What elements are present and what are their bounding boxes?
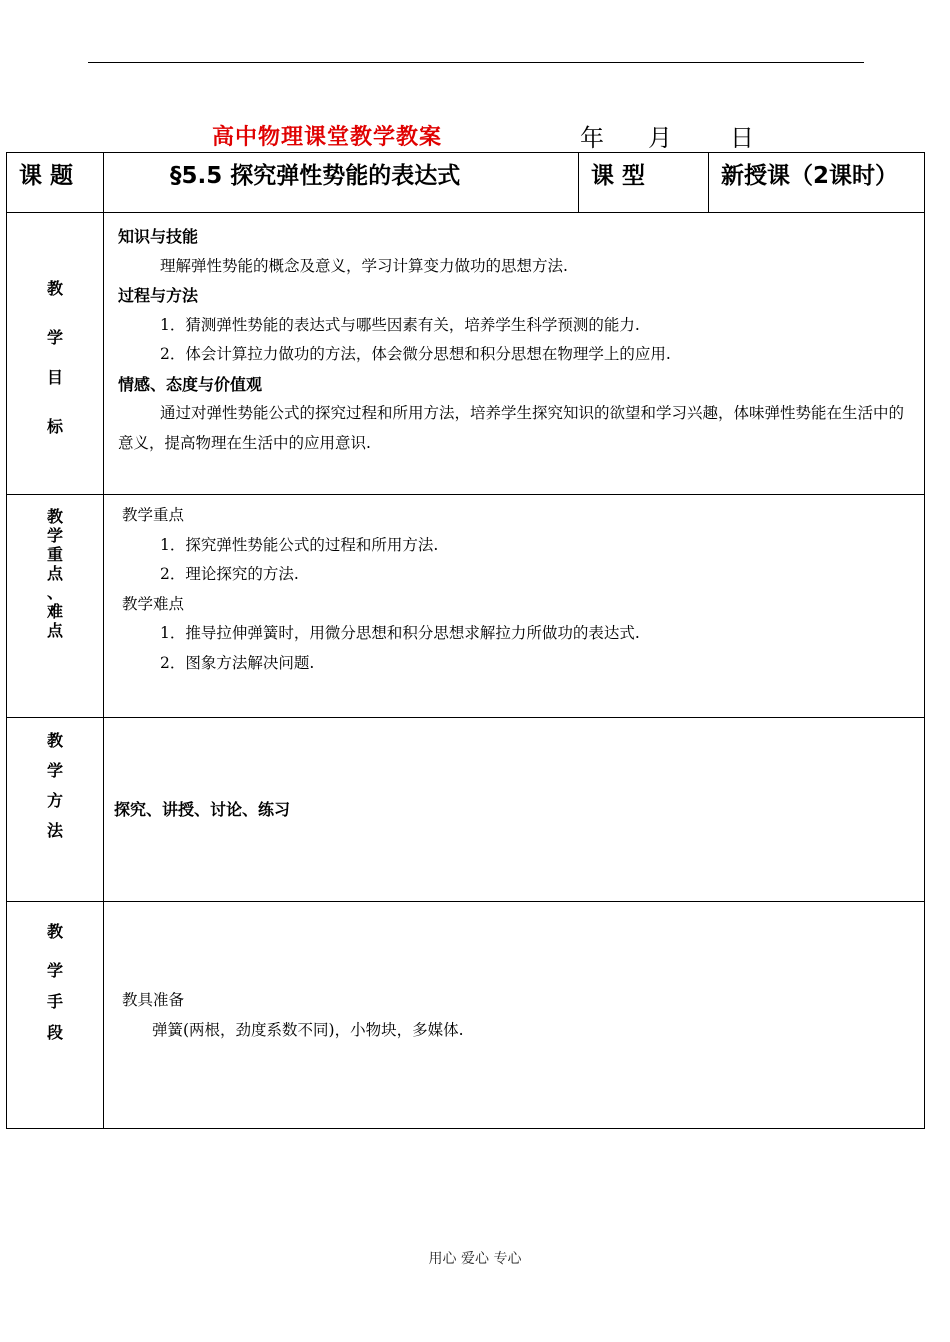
focus-item: 2．理论探究的方法. [160, 565, 299, 583]
header-rule [88, 62, 864, 63]
methods-label: 教 学 方 法 [7, 718, 104, 902]
objectives-item: 理解弹性势能的概念及意义，学习计算变力做功的思想方法. [160, 256, 568, 275]
page-footer: 用心 爱心 专心 [428, 1251, 522, 1267]
difficulty-item: 2．图象方法解决问题. [160, 653, 315, 672]
objectives-heading-attitude: 情感、态度与价值观 [118, 374, 263, 394]
table-header-row [7, 153, 925, 213]
methods-text: 探究、讲授、讨论、练习 [114, 799, 291, 819]
key-points-row [7, 495, 925, 718]
methods-content [104, 718, 925, 902]
title-line [0, 118, 950, 154]
focus-heading: 教学重点 [122, 506, 185, 524]
date-day-label: 日 [730, 124, 754, 152]
date-month-label: 月 [648, 124, 672, 152]
type-label: 课 型 [579, 153, 709, 213]
type-value: 新授课（2课时） [709, 153, 925, 213]
objectives-row [7, 213, 925, 495]
date-year-label: 年 [580, 124, 604, 152]
means-heading: 教具准备 [122, 991, 185, 1009]
objectives-content [104, 213, 925, 495]
objectives-heading-process: 过程与方法 [118, 286, 199, 305]
difficulty-heading: 教学难点 [122, 594, 185, 613]
objectives-label: 教 学 目 标 [7, 213, 104, 495]
means-label: 教 学 手 段 [7, 902, 104, 1129]
key-points-content [104, 495, 925, 718]
means-row [7, 902, 925, 1129]
topic-value: §5.5 探究弹性势能的表达式 [104, 153, 579, 213]
document-title: 高中物理课堂教学教案 [212, 125, 443, 150]
focus-item: 1．探究弹性势能公式的过程和所用方法. [160, 535, 439, 554]
objectives-item: 2．体会计算拉力做功的方法，体会微分思想和积分思想在物理学上的应用. [160, 345, 671, 363]
topic-label: 课 题 [7, 153, 104, 213]
means-content [104, 902, 925, 1129]
objectives-item: 1．猜测弹性势能的表达式与哪些因素有关，培养学生科学预测的能力. [160, 315, 640, 334]
key-points-label: 教 学 重 点 、 难 点 [7, 495, 104, 718]
objectives-heading-knowledge: 知识与技能 [118, 227, 199, 246]
means-text: 弹簧(两根，劲度系数不同)，小物块，多媒体. [152, 1020, 464, 1039]
objectives-item: 通过对弹性势能公式的探究过程和所用方法，培养学生探究知识的欲望和学习兴趣，体味弹性势能在生活中的意义，提高物理在生活中的应用意识. [118, 404, 905, 452]
lesson-plan-table [6, 152, 925, 1129]
difficulty-item: 1．推导拉伸弹簧时，用微分思想和积分思想求解拉力所做功的表达式. [160, 624, 640, 642]
methods-row [7, 718, 925, 902]
